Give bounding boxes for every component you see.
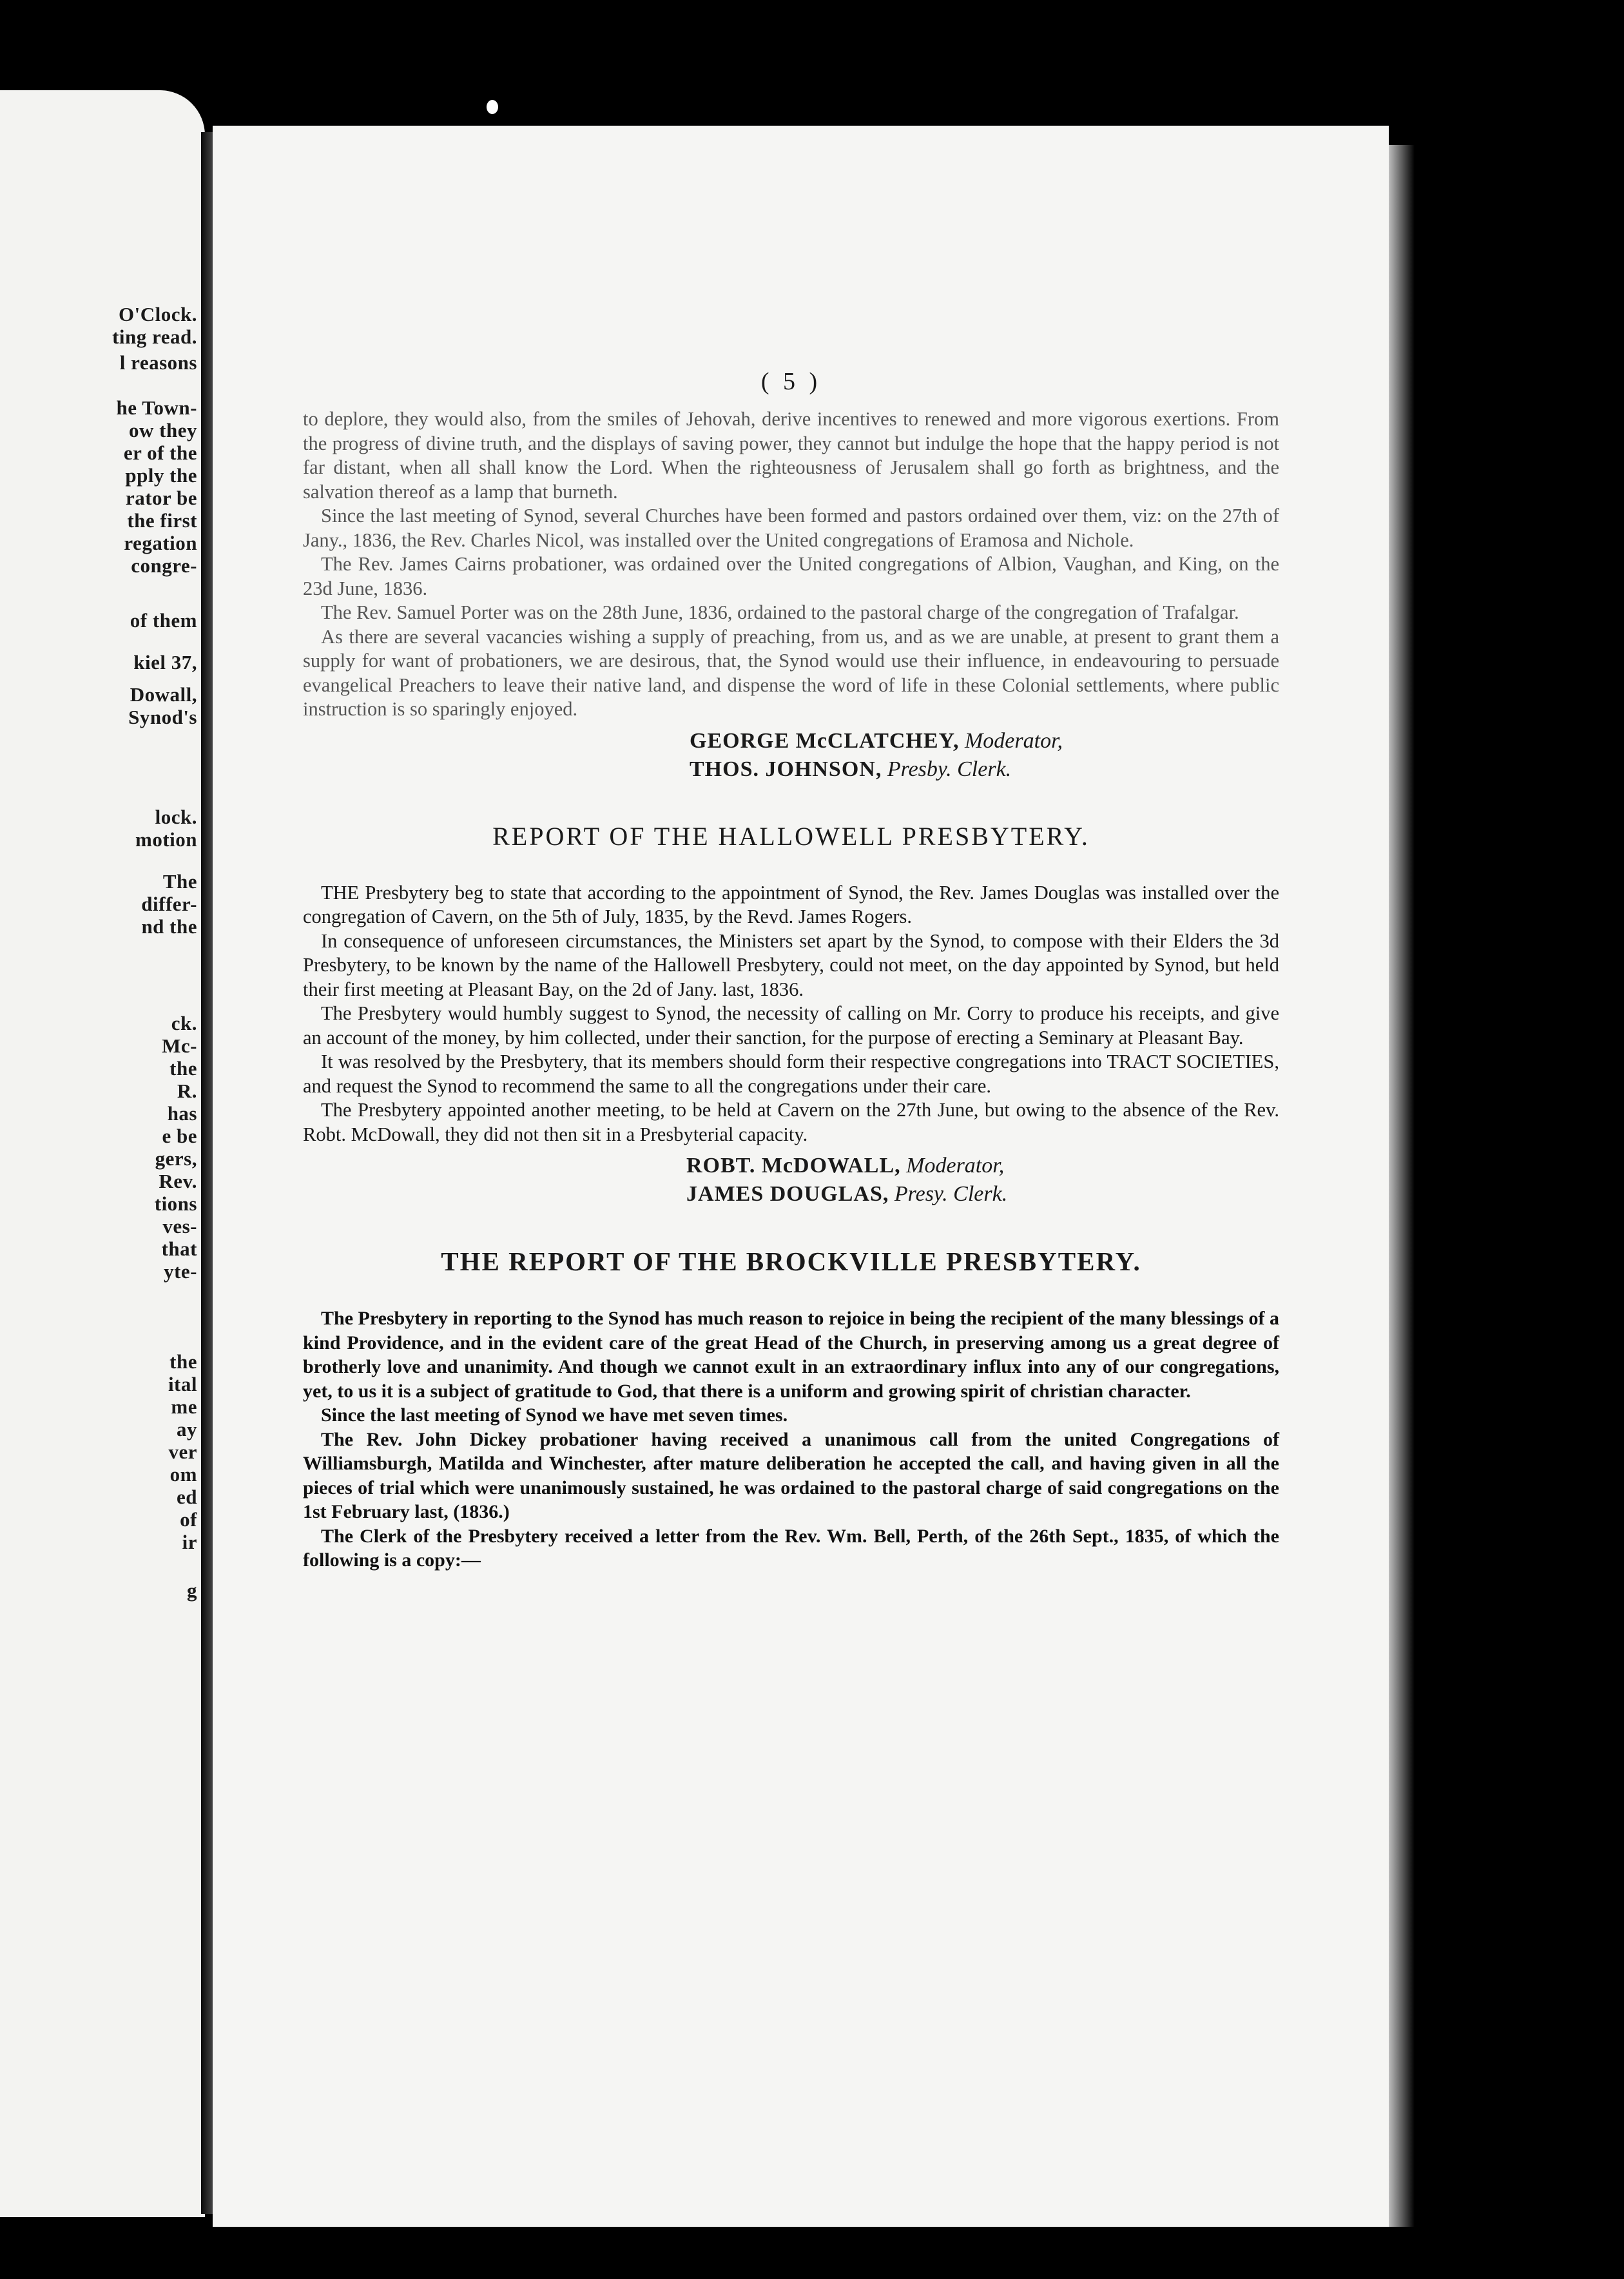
paragraph: The Presbytery appointed another meeting, to be held at Cavern on the 27th June, but owing to the absence of the Rev. Robt. McDowall, they did not then sit in a Presbyterial capacity. (303, 1099, 1279, 1145)
left-page-text-fragment: ir (182, 1531, 197, 1553)
paragraph: The Clerk of the Presbytery received a letter from the Rev. Wm. Bell, Perth, of the 26th Sept., 1835, of which the following is a copy:— (303, 1525, 1279, 1571)
hallowell-report (303, 881, 1279, 1209)
left-page-text-fragment: pply the (125, 464, 197, 487)
signatory-name: ROBT. McDOWALL, (686, 1154, 901, 1178)
page-mark (487, 100, 498, 114)
signatory-role: Moderator, (906, 1154, 1005, 1178)
left-page-text-fragment: ow they (129, 419, 197, 441)
paragraph: As there are several vacancies wishing a supply of preaching, from us, and as we are unable, at present to grant them a supply for want of probationers, we are desirous, that, the Synod would use their influence, in endeavouring to persuade evangelical Preachers to leave their native land, and dispense the word of life in these Colonial settlements, where public instruction is so sparingly enjoyed. (303, 625, 1279, 720)
section-heading: REPORT OF THE HALLOWELL PRESBYTERY. (492, 821, 1090, 851)
synod-report-continuation (303, 407, 1279, 784)
page-edge-shadow (1389, 145, 1415, 2227)
signature-line (686, 1180, 1279, 1208)
left-page-text-fragment: the (169, 1350, 197, 1373)
left-page-text-fragment: me (171, 1395, 197, 1418)
page-content (303, 367, 1279, 1573)
paragraph: The Rev. James Cairns probationer, was ordained over the United congregations of Albion, Vaughan, and King, on the 23d June, 1836. (303, 553, 1279, 599)
signature-line (690, 727, 1279, 755)
left-page-text-fragment: Synod's (128, 706, 197, 728)
left-page-text-fragment: Dowall, (130, 683, 197, 706)
paragraph: It was resolved by the Presbytery, that its members should form their respective congregations into TRACT SOCIETIES, and request the Synod to recommend the same to all the congregations under their care. (303, 1051, 1279, 1097)
signatory-name: GEORGE McCLATCHEY, (690, 728, 960, 753)
signatory-role: Presby. Clerk. (887, 757, 1012, 781)
left-page-text-fragment: gers, (155, 1147, 197, 1170)
left-page-text-fragment: he Town- (116, 396, 197, 419)
paragraph: Since the last meeting of Synod we have met seven times. (321, 1404, 788, 1426)
left-page-text-fragment: ay (177, 1418, 197, 1440)
left-page-text-fragment: O'Clock. (119, 303, 197, 325)
left-page-text-fragment: e be (162, 1125, 197, 1147)
document-page (213, 126, 1389, 2227)
signature-block (303, 1152, 1279, 1208)
paragraph: to deplore, they would also, from the smiles of Jehovah, derive incentives to renewed and more vigorous exertions. From the progress of divine truth, and the displays of saving power, they cannot but indulge the hope that the happy period is not far distant, when all shall know the Lord. When the righteousness of Jerusalem shall go forth as brightness, and the salvation thereof as a lamp that burneth. (303, 408, 1279, 503)
left-page-text-fragment: ting read. (112, 325, 197, 348)
left-page-text-fragment: ves- (162, 1215, 197, 1237)
section-heading: THE REPORT OF THE BROCKVILLE PRESBYTERY. (441, 1246, 1141, 1276)
left-page-text-fragment: ital (168, 1373, 197, 1395)
left-page-text-fragment: R. (177, 1080, 197, 1102)
left-page-text-fragment: motion (135, 828, 197, 851)
signatory-name: JAMES DOUGLAS, (686, 1182, 889, 1206)
left-page-text-fragment: rator be (125, 487, 197, 509)
left-page-text-fragment: ed (177, 1486, 197, 1508)
left-page-text-fragment: of (180, 1508, 197, 1531)
left-page-text-fragment: yte- (164, 1260, 197, 1283)
left-page-text-fragment: the (169, 1057, 197, 1080)
left-page-text-fragment: l reasons (119, 351, 197, 374)
signature-block (303, 727, 1279, 784)
left-page-text-fragment: The (162, 870, 197, 893)
paragraph: In consequence of unforeseen circumstances, the Ministers set apart by the Synod, to compose with their Elders the 3d Presbytery, to be known by the name of the Hallowell Presbytery, could not meet, on the day appointed by Synod, but held their first meeting at Pleasant Bay, on the 2d of Jany. last, 1836. (303, 929, 1279, 1000)
left-page-text-fragment: Rev. (159, 1170, 197, 1192)
signatory-role: Moderator, (964, 728, 1063, 753)
signatory-name: THOS. JOHNSON, (690, 757, 882, 781)
paragraph: THE Presbytery beg to state that according to the appointment of Synod, the Rev. James Douglas was installed over the congregation of Cavern, on the 5th of July, 1835, by the Revd. James Rogers. (303, 881, 1279, 927)
left-page-text-fragment: that (161, 1237, 197, 1260)
previous-page-edge (0, 90, 205, 2217)
left-page-text-fragment: ck. (171, 1012, 197, 1034)
paragraph: The Rev. John Dickey probationer having received a unanimous call from the united Congregations of Williamsburgh, Matilda and Winchester, after mature deliberation he accepted the call, and having given in all the pieces of trial which were unanimously sustained, he was ordained to the pastoral charge of said congregations on the 1st February last, (1836.) (303, 1428, 1279, 1522)
page-number: ( 5 ) (760, 368, 822, 395)
left-page-text-fragment: kiel 37, (133, 651, 197, 674)
left-page-text-fragment: Mc- (162, 1034, 197, 1057)
left-page-text-fragment: g (187, 1579, 197, 1602)
paragraph: The Presbytery would humbly suggest to Synod, the necessity of calling on Mr. Corry to produce his receipts, and give an account of the money, by him collected, under their sanction, for the purpose of erecting a Seminary at Pleasant Bay. (303, 1002, 1279, 1049)
left-page-text-fragment: om (169, 1463, 197, 1486)
left-page-text-fragment: differ- (141, 893, 197, 915)
paragraph: The Presbytery in reporting to the Synod has much reason to rejoice in being the recipient of the many blessings of a kind Providence, and in the evident care of the great Head of the Church, in preserving among us a great degree of brotherly love and unanimity. And though we cannot exult in an extraordinary influx into any of our congregations, yet, to us it is a subject of gratitude to God, that there is a uniform and growing spirit of christian character. (303, 1308, 1279, 1402)
paragraph: Since the last meeting of Synod, several Churches have been formed and pastors ordained over them, viz: on the 27th of Jany., 1836, the Rev. Charles Nicol, was installed over the United congregations of Eramosa and Nichole. (303, 505, 1279, 551)
signature-line (686, 1152, 1279, 1180)
left-page-text-fragment: congre- (131, 554, 197, 577)
left-page-text-fragment: of them (130, 609, 197, 632)
left-page-text-fragment: the first (127, 509, 197, 532)
brockville-report (303, 1306, 1279, 1573)
left-page-text-fragment: lock. (155, 806, 197, 828)
left-page-text-fragment: nd the (141, 915, 197, 938)
left-page-text-fragment: er of the (123, 441, 197, 464)
left-page-text-fragment: regation (124, 532, 197, 554)
left-page-text-fragment: has (167, 1102, 197, 1125)
left-page-text-fragment: ver (168, 1440, 197, 1463)
left-page-text-fragment: tions (154, 1192, 197, 1215)
paragraph: The Rev. Samuel Porter was on the 28th June, 1836, ordained to the pastoral charge of the congregation of Trafalgar. (321, 601, 1239, 623)
signatory-role: Presy. Clerk. (894, 1182, 1008, 1206)
signature-line (690, 755, 1279, 784)
